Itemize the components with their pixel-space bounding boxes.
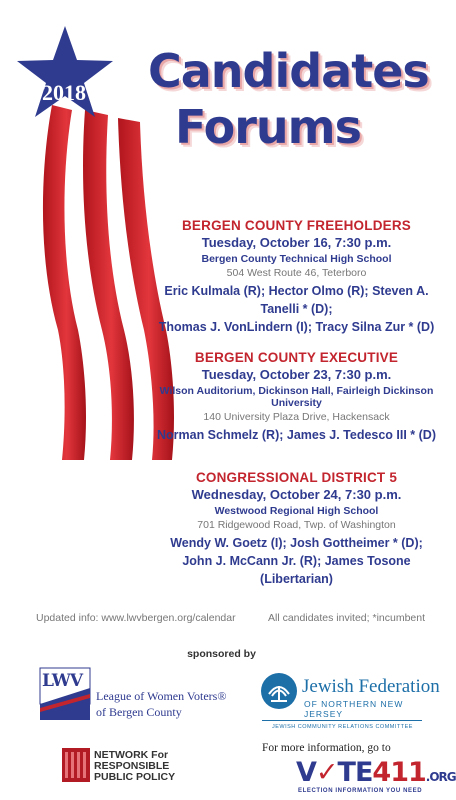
lwv-logo-text: LWV [42,671,83,691]
jewish-federation-subtitle: OF NORTHERN NEW JERSEY [304,699,404,719]
candidates-line: Eric Kulmala (R); Hector Olmo (R); Steven A. Tanelli * (D); [164,284,429,316]
candidates-line: Wendy W. Goetz (I); Josh Gottheimer * (D); [170,536,423,550]
vote-number: 411 [372,757,426,788]
lwv-name-line: of Bergen County [96,705,182,719]
network-logo-icon [62,748,90,782]
forum-address: 504 West Route 46, Teterboro [226,267,367,279]
forum-venue: Westwood Regional High School [214,505,379,517]
vote-org: .ORG [425,770,456,784]
forum-candidates [150,426,443,444]
divider [262,720,422,721]
vote411-tagline: ELECTION INFORMATION YOU NEED [298,788,423,794]
forum-candidates [150,534,443,588]
vote411-logo[interactable] [296,757,456,788]
forum-executive [150,350,443,444]
forum-candidates [150,282,443,336]
vote-letters: TE [337,757,373,788]
forum-heading: BERGEN COUNTY FREEHOLDERS [181,218,412,233]
year-label: 2018 [42,80,86,105]
invited-note: All candidates invited; *incumbent [268,612,426,624]
forum-freeholders [150,218,443,336]
forum-heading: CONGRESSIONAL DISTRICT 5 [195,470,398,485]
forum-venue: Bergen County Technical High School [201,253,392,265]
check-icon: ✓ [315,757,338,788]
forum-congressional [150,470,443,588]
network-name-line: PUBLIC POLICY [94,771,176,783]
network-name-line: NETWORK For [94,749,169,761]
more-info-text: For more information, go to [262,742,391,754]
candidates-line: Thomas J. VonLindern (I); Tracy Silna Zur * (D) [158,320,435,334]
sponsored-by-label: sponsored by [187,648,256,660]
title-line2: Forums [175,100,361,154]
jcrc-label: JEWISH COMMUNITY RELATIONS COMMITTEE [272,724,413,730]
title-line1: Candidates [148,44,429,98]
jewish-federation-emblem-icon [260,672,298,710]
candidates-line: Norman Schmelz (R); James J. Tedesco III * (D) [156,428,436,442]
forum-date: Wednesday, October 24, 7:30 p.m. [191,487,402,502]
forum-date: Tuesday, October 16, 7:30 p.m. [201,235,392,250]
forum-date: Tuesday, October 23, 7:30 p.m. [201,367,392,382]
forum-heading: BERGEN COUNTY EXECUTIVE [194,350,399,365]
forum-address: 140 University Plaza Drive, Hackensack [203,411,390,423]
forum-address: 701 Ridgewood Road, Twp. of Washington [197,519,396,531]
vote-letter: V [296,757,316,788]
updated-info-link[interactable]: Updated info: www.lwvbergen.org/calendar [36,612,236,624]
network-name-line: RESPONSIBLE [94,760,170,772]
jewish-federation-title: Jewish Federation [302,676,440,697]
lwv-logo [40,668,90,720]
forum-venue: Wilson Auditorium, Dickinson Hall, Fairleigh Dickinson University [159,385,434,409]
lwv-name-line: League of Women Voters® [96,689,227,703]
candidates-line: John J. McCann Jr. (R); James Tosone (Libertarian) [182,554,411,586]
lwv-name [96,688,226,720]
network-name [94,750,175,783]
